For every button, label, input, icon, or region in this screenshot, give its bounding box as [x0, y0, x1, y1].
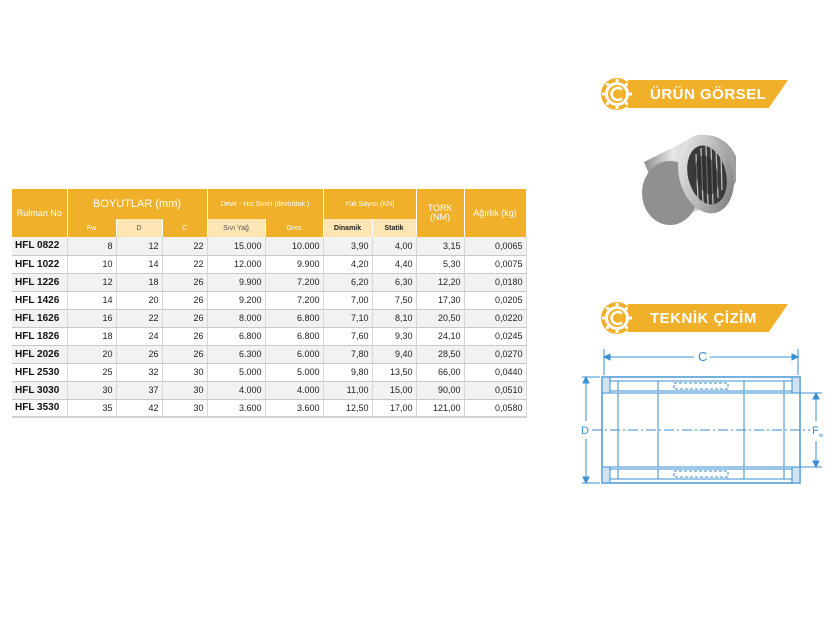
cell-din: 7,10 [323, 309, 372, 327]
cell-fw: 14 [67, 291, 116, 309]
cell-din: 9,80 [323, 363, 372, 381]
cell-c: 30 [162, 381, 207, 399]
cell-no: HFL 3030 [12, 381, 67, 399]
cell-yag: 6.800 [207, 327, 265, 345]
cell-no: HFL 0822 [12, 237, 67, 255]
header-agirlik: Ağırlık (kg) [464, 189, 526, 237]
header-yuk: Yük Sayısı (KN) [323, 189, 416, 219]
header-c: C [162, 219, 207, 237]
cell-stat: 8,10 [372, 309, 416, 327]
cell-tork: 90,00 [416, 381, 464, 399]
cell-no: HFL 2026 [12, 345, 67, 363]
cell-kg: 0,0220 [464, 309, 526, 327]
cell-stat: 6,30 [372, 273, 416, 291]
cell-kg: 0,0075 [464, 255, 526, 273]
cell-yag: 12.000 [207, 255, 265, 273]
cell-gres: 7.200 [265, 291, 323, 309]
cell-fw: 30 [67, 381, 116, 399]
cell-tork: 66,00 [416, 363, 464, 381]
cell-fw: 18 [67, 327, 116, 345]
cell-d: 26 [116, 345, 162, 363]
cell-no: HFL 1022 [12, 255, 67, 273]
cell-stat: 4,40 [372, 255, 416, 273]
table-row [12, 273, 526, 291]
cell-d: 22 [116, 309, 162, 327]
cell-gres: 10.000 [265, 237, 323, 255]
cell-stat: 13,50 [372, 363, 416, 381]
cell-c: 22 [162, 255, 207, 273]
cell-d: 18 [116, 273, 162, 291]
cell-kg: 0,0510 [464, 381, 526, 399]
cell-tork: 24,10 [416, 327, 464, 345]
table-row [12, 237, 526, 255]
cell-fw: 8 [67, 237, 116, 255]
header-fw: Fw [67, 219, 116, 237]
cell-no: HFL 1226 [12, 273, 67, 291]
cell-yag: 5.000 [207, 363, 265, 381]
teknik-cizim-title: TEKNİK ÇİZİM [650, 310, 757, 327]
cell-tork: 3,15 [416, 237, 464, 255]
table-row [12, 327, 526, 345]
cell-stat: 9,40 [372, 345, 416, 363]
dimension-fw-subscript: w [819, 433, 824, 439]
cell-c: 30 [162, 363, 207, 381]
cell-gres: 3.600 [265, 399, 323, 417]
cell-c: 26 [162, 327, 207, 345]
cell-tork: 17,30 [416, 291, 464, 309]
cell-yag: 9.200 [207, 291, 265, 309]
cell-d: 32 [116, 363, 162, 381]
cell-fw: 35 [67, 399, 116, 417]
cell-stat: 4,00 [372, 237, 416, 255]
cell-yag: 15.000 [207, 237, 265, 255]
cell-stat: 17,00 [372, 399, 416, 417]
cell-stat: 9,30 [372, 327, 416, 345]
cell-d: 14 [116, 255, 162, 273]
table-row [12, 345, 526, 363]
cell-d: 37 [116, 381, 162, 399]
cell-din: 11,00 [323, 381, 372, 399]
header-boyutlar: BOYUTLAR (mm) [67, 189, 207, 219]
cell-c: 26 [162, 273, 207, 291]
header-dinamik: Dinamik [323, 219, 372, 237]
cell-d: 24 [116, 327, 162, 345]
header-gres: Gres [265, 219, 323, 237]
cell-fw: 20 [67, 345, 116, 363]
table-row [12, 381, 526, 399]
cell-kg: 0,0065 [464, 237, 526, 255]
cell-no: HFL 2530 [12, 363, 67, 381]
table-row [12, 363, 526, 381]
cell-fw: 10 [67, 255, 116, 273]
cell-yag: 4.000 [207, 381, 265, 399]
cell-kg: 0,0440 [464, 363, 526, 381]
cell-gres: 5.000 [265, 363, 323, 381]
cell-d: 12 [116, 237, 162, 255]
header-rulman-no: Rulman No [12, 189, 67, 237]
header-d: D [116, 219, 162, 237]
cell-kg: 0,0270 [464, 345, 526, 363]
cell-tork: 20,50 [416, 309, 464, 327]
bearing-spec-table [12, 189, 527, 418]
table-row [12, 291, 526, 309]
table-row [12, 309, 526, 327]
cell-gres: 9.900 [265, 255, 323, 273]
cell-stat: 7,50 [372, 291, 416, 309]
header-statik: Statik [372, 219, 416, 237]
cell-kg: 0,0245 [464, 327, 526, 345]
cell-din: 3,90 [323, 237, 372, 255]
cell-tork: 28,50 [416, 345, 464, 363]
cell-gres: 6.800 [265, 309, 323, 327]
technical-drawing [578, 345, 828, 490]
cell-no: HFL 1626 [12, 309, 67, 327]
cell-din: 7,60 [323, 327, 372, 345]
dimension-fw-label: F [812, 425, 819, 437]
cell-gres: 7.200 [265, 273, 323, 291]
cell-c: 30 [162, 399, 207, 417]
urun-gorsel-title: ÜRÜN GÖRSEL [650, 86, 767, 103]
cell-kg: 0,0180 [464, 273, 526, 291]
cell-gres: 6.800 [265, 327, 323, 345]
dimension-d-label: D [581, 425, 589, 437]
dimension-c-label: C [698, 349, 708, 364]
cell-din: 7,00 [323, 291, 372, 309]
cell-tork: 12,20 [416, 273, 464, 291]
cell-d: 42 [116, 399, 162, 417]
cell-fw: 16 [67, 309, 116, 327]
cell-no: HFL 1826 [12, 327, 67, 345]
cell-din: 6,20 [323, 273, 372, 291]
cell-fw: 25 [67, 363, 116, 381]
cell-no: HFL 3530 [12, 399, 67, 417]
urun-gorsel-banner [600, 77, 800, 111]
cell-c: 26 [162, 345, 207, 363]
bearing-photo [636, 124, 736, 230]
cell-yag: 9.900 [207, 273, 265, 291]
cell-gres: 6.000 [265, 345, 323, 363]
cell-yag: 6.300 [207, 345, 265, 363]
cell-c: 22 [162, 237, 207, 255]
cell-tork: 5,30 [416, 255, 464, 273]
cell-yag: 8.000 [207, 309, 265, 327]
cell-din: 4,20 [323, 255, 372, 273]
cell-tork: 121,00 [416, 399, 464, 417]
spec-table-body [12, 237, 526, 417]
cell-fw: 12 [67, 273, 116, 291]
header-sivi-yag: Sıvı Yağ [207, 219, 265, 237]
cell-din: 7,80 [323, 345, 372, 363]
teknik-cizim-banner [600, 301, 800, 335]
cell-c: 26 [162, 309, 207, 327]
header-tork: TORK (NM) [416, 189, 464, 237]
cell-no: HFL 1426 [12, 291, 67, 309]
header-devir: Devir - Hız Sınırı (devir/dak.) [207, 189, 323, 219]
cell-gres: 4.000 [265, 381, 323, 399]
cell-stat: 15,00 [372, 381, 416, 399]
cell-yag: 3.600 [207, 399, 265, 417]
table-row [12, 255, 526, 273]
bearing-logo-icon [600, 301, 634, 335]
table-row [12, 399, 526, 417]
cell-kg: 0,0580 [464, 399, 526, 417]
cell-d: 20 [116, 291, 162, 309]
bearing-logo-icon [600, 77, 634, 111]
cell-c: 26 [162, 291, 207, 309]
cell-kg: 0,0205 [464, 291, 526, 309]
cell-din: 12,50 [323, 399, 372, 417]
